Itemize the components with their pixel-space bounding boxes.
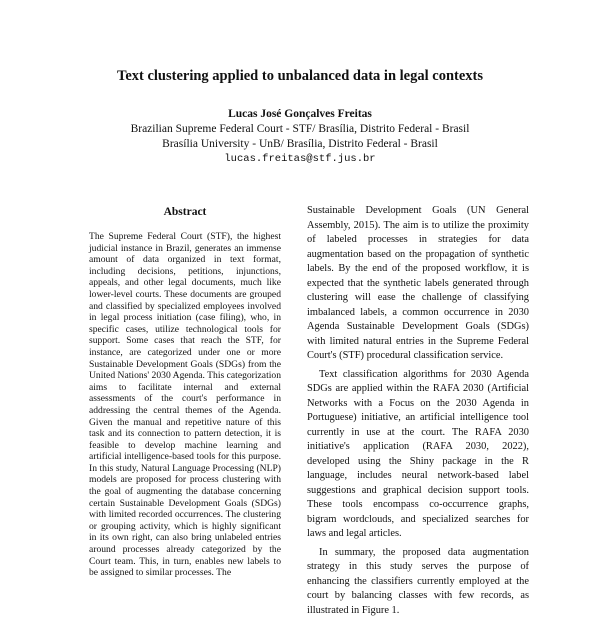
author-name: Lucas José Gonçalves Freitas [0,107,600,122]
abstract-column [89,231,281,579]
body-paragraph-2: Text classification algorithms for 2030 Agenda SDGs are applied within the RAFA 2030 (Artificial Networks with a Focus on the 2030 Agenda in Portuguese) initiative, an artificial intelligence tool currently in use at the court. The RAFA 2030 initiative's application (RAFA 2030, 2022), developed using the Shiny package in the R language, includes neural network-based label suggestions and graphical decision support tools. These tools encompass co-occurrence graphs, bigram wordclouds, and specialized searches for laws and legal articles. [307,368,529,542]
body-paragraph-1: Sustainable Development Goals (UN General Assembly, 2015). The aim is to utilize the proximity of labeled processes in strategies for data augmentation based on the propagation of synthetic labels. By the end of the proposed workflow, it is expected that the synthetic labels generated through clustering will ease the challenge of classifying imbalanced labels, a common occurrence in 2030 Agenda Sustainable Development Goals (SDGs) with limited natural entries in the Supreme Federal Court's (STF) procedural classification service. [307,204,529,364]
body-column-right [307,204,529,618]
author-affiliation-stf: Brazilian Supreme Federal Court - STF/ Brasília, Distrito Federal - Brasil [0,122,600,137]
abstract-heading: Abstract [89,205,281,219]
author-block [0,107,600,167]
abstract-paragraph: The Supreme Federal Court (STF), the highest judicial instance in Brazil, generates an immense amount of data organized in text format, including decisions, petitions, injunctions, appeals, and other legal documents, much like lower-level courts. These documents are grouped and classified by specialized employees involved in legal process initiation (case filing), who, in specific cases, utilize technological tools for support. Some cases that reach the STF, for instance, are categorized under one or more Sustainable Development Goals (SDGs) from the United Nations' 2030 Agenda. This categorization aims to facilitate internal and external assessments of the court's performance in addressing the central themes of the Agenda. Given the manual and repetitive nature of this task and its connection to pattern detection, it is feasible to develop machine learning and artificial intelligence-based tools for this purpose. In this study, Natural Language Processing (NLP) models are proposed for process clustering with the goal of augmenting the database concerning certain Sustainable Development Goals (SDGs) with limited recorded occurrences. The clustering or grouping activity, which is highly significant in its own right, can also bring unlabeled entries around processes already categorized by the Court team. This, in turn, enables new labels to be assigned to similar processes. The [89,231,281,579]
author-email[interactable]: lucas.freitas@stf.jus.br [0,152,600,167]
author-affiliation-unb: Brasília University - UnB/ Brasília, Distrito Federal - Brasil [0,137,600,152]
body-paragraph-3: In summary, the proposed data augmentation strategy in this study serves the purpose of enhancing the classifiers currently employed at the court by balancing classes with few records, as illustrated in Figure 1. [307,546,529,618]
paper-title: Text clustering applied to unbalanced data in legal contexts [0,67,600,85]
